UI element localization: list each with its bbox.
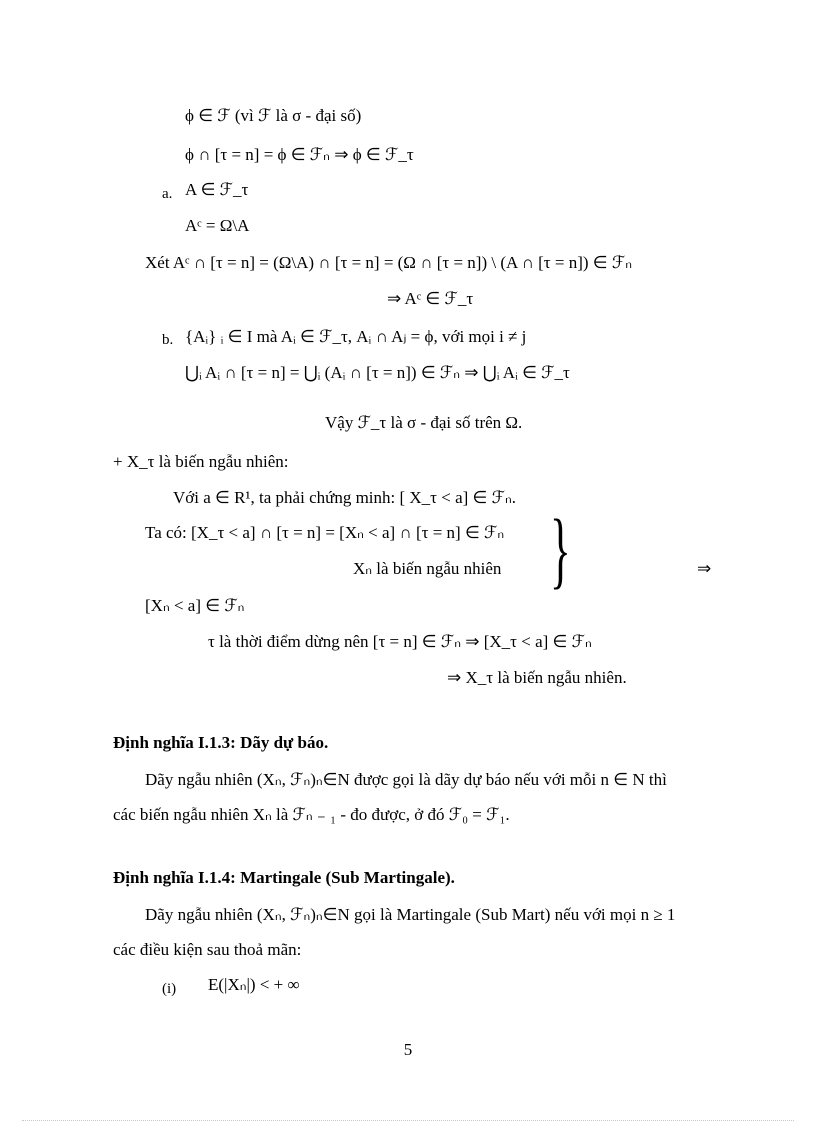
text-line: các biến ngẫu nhiên Xₙ là ℱₙ ₋ ₁ - đo được, ở đó ℱ₀ = ℱ₁. xyxy=(113,805,510,824)
text-line: ⋃ᵢ Aᵢ ∩ [τ = n] = ⋃ᵢ (Aᵢ ∩ [τ = n]) ∈ ℱₙ ⇒ ⋃ᵢ Aᵢ ∈ ℱ_τ xyxy=(185,363,570,382)
text-line: E(|Xₙ|) < + ∞ xyxy=(208,975,300,994)
text-line: [Xₙ < a] ∈ ℱₙ xyxy=(145,596,245,615)
text-line: + X_τ là biến ngẫu nhiên: xyxy=(113,452,289,471)
text-line: Vậy ℱ_τ là σ - đại số trên Ω. xyxy=(325,413,523,432)
text-line: ⇒ xyxy=(697,559,712,578)
text-line: Dãy ngẫu nhiên (Xₙ, ℱₙ)ₙ∈N gọi là Martingale (Sub Mart) nếu với mọi n ≥ 1 xyxy=(145,905,676,924)
text-line: ⇒ X_τ là biến ngẫu nhiên. xyxy=(447,668,627,687)
section-heading: Định nghĩa I.1.4: Martingale (Sub Martingale). xyxy=(113,868,455,887)
text-line: ϕ ∩ [τ = n] = ϕ ∈ ℱₙ ⇒ ϕ ∈ ℱ_τ xyxy=(185,145,414,164)
text-line: ⇒ Aᶜ ∈ ℱ_τ xyxy=(387,289,474,308)
page-number: 5 xyxy=(403,1040,413,1059)
text-line: ϕ ∈ ℱ (vì ℱ là σ - đại số) xyxy=(185,106,362,125)
text-line: Ta có: [X_τ < a] ∩ [τ = n] = [Xₙ < a] ∩ [τ = n] ∈ ℱₙ xyxy=(145,523,505,542)
list-label: a. xyxy=(162,186,173,202)
page-bottom-border xyxy=(22,1120,794,1121)
text-line: các điều kiện sau thoả mãn: xyxy=(113,940,302,959)
list-label: b. xyxy=(162,332,174,348)
text-line: Xét Aᶜ ∩ [τ = n] = (Ω\A) ∩ [τ = n] = (Ω ∩ [τ = n]) \ (A ∩ [τ = n]) ∈ ℱₙ xyxy=(145,253,632,272)
text-line: A ∈ ℱ_τ xyxy=(185,180,249,199)
right-curly-brace: } xyxy=(550,501,571,597)
text-line: Xₙ là biến ngẫu nhiên xyxy=(353,559,502,578)
text-line: Aᶜ = Ω\A xyxy=(185,216,250,235)
text-line: Với a ∈ R¹, ta phải chứng minh: [ X_τ < a] ∈ ℱₙ. xyxy=(173,488,517,507)
text-line: τ là thời điểm dừng nên [τ = n] ∈ ℱₙ ⇒ [X_τ < a] ∈ ℱₙ xyxy=(208,632,592,651)
text-line: Dãy ngẫu nhiên (Xₙ, ℱₙ)ₙ∈N được gọi là dãy dự báo nếu với mỗi n ∈ N thì xyxy=(145,770,667,789)
text-line: {Aᵢ} ᵢ ∈ I mà Aᵢ ∈ ℱ_τ, Aᵢ ∩ Aⱼ = ϕ, với mọi i ≠ j xyxy=(185,327,527,346)
list-label: (i) xyxy=(162,981,177,997)
section-heading: Định nghĩa I.1.3: Dãy dự báo. xyxy=(113,733,329,752)
